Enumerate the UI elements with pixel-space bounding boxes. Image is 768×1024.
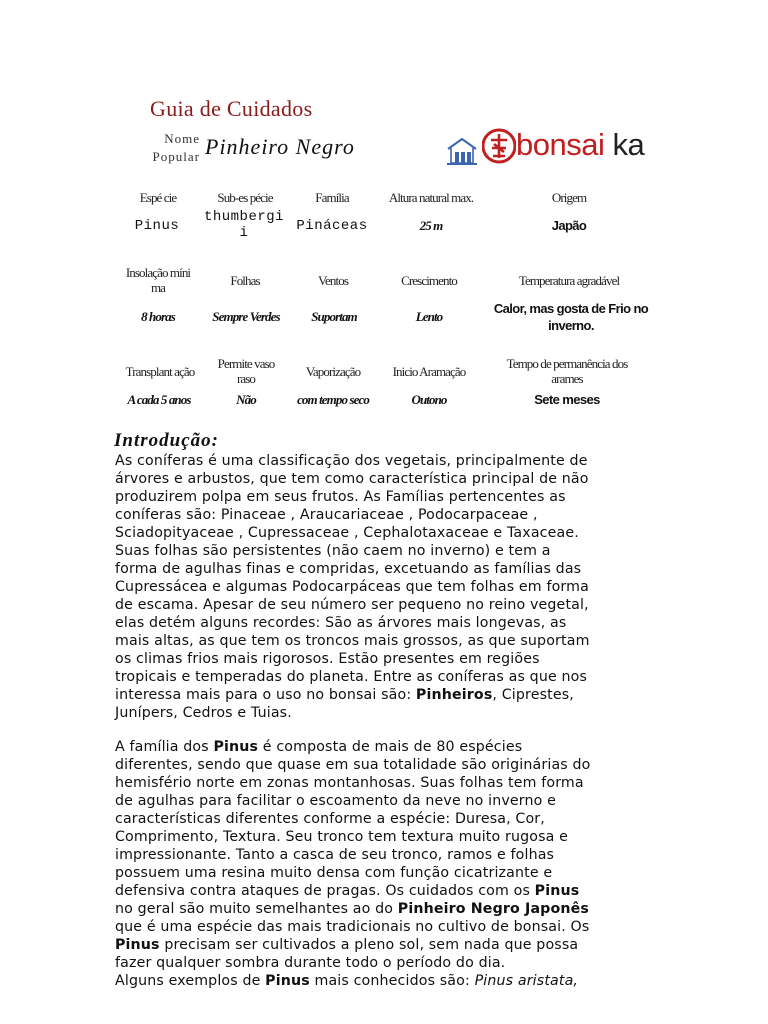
italic-term: Pinus aristata, [474, 973, 579, 989]
origem-label: Origem [551, 190, 587, 205]
text-line: Suas folhas são persistentes (não caem no inverno) e tem a [115, 543, 551, 559]
text-span: interessa mais para o uso no bonsai são: [115, 687, 416, 703]
text-line: tropicais e temperadas do planeta. Entre as coníferas as que nos [115, 669, 588, 685]
especie-label: Espé cie [139, 190, 177, 205]
text-line [115, 882, 755, 900]
origem-value: Japão [551, 218, 587, 233]
bold-term: Pinheiros [415, 687, 493, 703]
text-line: características diferentes conforme a espécie: Duresa, Cor, [115, 811, 545, 827]
arames-label-line2: arames [551, 371, 583, 386]
ventos-label: Ventos [318, 273, 348, 288]
temperatura-value-line2: inverno. [548, 318, 594, 333]
text-line [115, 900, 755, 918]
arames-label [480, 356, 654, 386]
arames-label-line1: Tempo de permanência dos [506, 356, 628, 371]
bold-term: Pinus [265, 973, 310, 989]
seal-icon [482, 126, 516, 166]
aramacao-label: Inicio Aramação [392, 364, 466, 379]
ventos-value: Suportam [311, 309, 357, 324]
logo-text [516, 127, 644, 163]
text-line: de escama. Apesar de seu número ser pequeno no reino vegetal, [115, 597, 589, 613]
text-line: impressionante. Tanto a casca de seu tronco, ramos e folhas [115, 847, 555, 863]
text-span: é composta de mais de 80 espécies [258, 739, 523, 755]
vaso-label-line1: Permite vaso [217, 356, 275, 371]
bold-term: Pinus [534, 883, 580, 899]
text-line: árvores e arbustos, que tem como característica principal de não [115, 471, 589, 487]
text-line: forma de agulhas finas e compridas, excetuando as famílias das [115, 561, 582, 577]
text-span: precisam ser cultivados a pleno sol, sem nada que possa [159, 937, 579, 953]
temperatura-label: Temperatura agradável [518, 273, 620, 288]
text-span: A família dos [115, 739, 214, 755]
nome-popular-value: Pinheiro Negro [205, 134, 355, 159]
text-span: mais conhecidos são: [309, 973, 475, 989]
logo-brand: bonsai [516, 127, 605, 162]
text-line: Sciadopityaceae , Cupressaceae , Cephalotaxaceae e Taxaceae. [115, 525, 579, 541]
subespecie-value [198, 209, 290, 241]
text-line: As coníferas é uma classificação dos vegetais, principalmente de [115, 453, 588, 469]
folhas-label: Folhas [230, 273, 260, 288]
vaporizacao-label: Vaporização [305, 364, 361, 379]
vaso-label-line2: raso [236, 371, 256, 386]
subespecie-value-line2: i [239, 225, 249, 241]
text-line [115, 972, 755, 990]
nome-label-line1: Nome [164, 131, 200, 146]
altura-value: 25 m [419, 218, 443, 233]
transplante-value: A cada 5 anos [127, 392, 191, 407]
intro-paragraph-1 [115, 452, 755, 722]
familia-label: Família [315, 190, 349, 205]
intro-heading: Introdução: [114, 430, 219, 451]
vaporizacao-value: com tempo seco [297, 392, 369, 407]
text-line [115, 936, 755, 954]
text-line: Comprimento, Textura. Seu tronco tem textura muito rugosa e [115, 829, 569, 845]
text-line: possuem uma resina muito densa com função cicatrizante e [115, 865, 553, 881]
text-span: defensiva contra ataques de pragas. Os cuidados com os [115, 883, 535, 899]
altura-label: Altura natural max. [388, 190, 474, 205]
text-line: Junípers, Cedros e Tuias. [115, 705, 292, 721]
bold-term: Pinus [115, 937, 160, 953]
text-span: , Ciprestes, [492, 687, 574, 703]
text-line: os climas frios mais rigorosos. Estão presentes em regiões [115, 651, 540, 667]
text-line: Cupressácea e algumas Podocarpáceas que tem folhas em forma [115, 579, 589, 595]
bold-term: Pinus [213, 739, 259, 755]
text-line: diferentes, sendo que quase em sua totalidade são originárias do [115, 757, 591, 773]
text-line: fazer qualquer sombra durante todo o período do dia. [115, 955, 506, 971]
insolacao-label-line1: Insolação míni [125, 265, 191, 280]
temperatura-value [478, 300, 664, 334]
nome-popular-label [142, 130, 200, 166]
house-icon [446, 136, 478, 166]
subespecie-label: Sub-es pécie [217, 190, 273, 205]
transplante-label: Transplant ação [125, 364, 195, 379]
text-line: hemisfério norte em zonas montanhosas. Suas folhas tem forma [115, 775, 584, 791]
text-line: produzirem polpa em seus frutos. As Famílias pertencentes as [115, 489, 566, 505]
text-span: Alguns exemplos de [115, 973, 266, 989]
page-title: Guia de Cuidados [150, 96, 313, 121]
insolacao-value: 8 horas [141, 309, 175, 324]
text-line: coníferas são: Pinaceae , Araucariaceae , Podocarpaceae , [115, 507, 538, 523]
text-span: no geral são muito semelhantes ao do [115, 901, 398, 917]
folhas-value: Sempre Verdes [212, 309, 280, 324]
text-line: elas detém alguns recordes: São as árvores mais longevas, as [115, 615, 567, 631]
aramacao-value: Outono [411, 392, 447, 407]
text-line: que é uma espécie das mais tradicionais no cultivo de bonsai. Os [115, 919, 590, 935]
text-line [115, 686, 755, 704]
arames-value: Sete meses [534, 392, 600, 407]
insolacao-label-line2: ma [150, 280, 166, 295]
especie-value: Pinus [134, 218, 180, 234]
subespecie-value-line1: thumbergi [203, 209, 285, 225]
bold-term: Pinheiro Negro Japonês [397, 901, 589, 917]
temperatura-value-line1: Calor, mas gosta de Frio no [493, 301, 649, 316]
insolacao-label [116, 265, 200, 295]
familia-value: Pináceas [296, 218, 368, 234]
crescimento-label: Crescimento [401, 273, 457, 288]
crescimento-value: Lento [415, 309, 443, 324]
vaso-value: Não [236, 392, 256, 407]
logo-suffix: ka [612, 127, 645, 162]
text-line [115, 738, 755, 756]
text-line: de agulhas para facilitar o escoamento da neve no inverno e [115, 793, 557, 809]
text-line: mais altas, as que tem os troncos mais grossos, as que suportam [115, 633, 590, 649]
intro-paragraph-2 [115, 738, 755, 990]
vaso-label [206, 356, 286, 386]
nome-label-line2: Popular [152, 149, 200, 164]
